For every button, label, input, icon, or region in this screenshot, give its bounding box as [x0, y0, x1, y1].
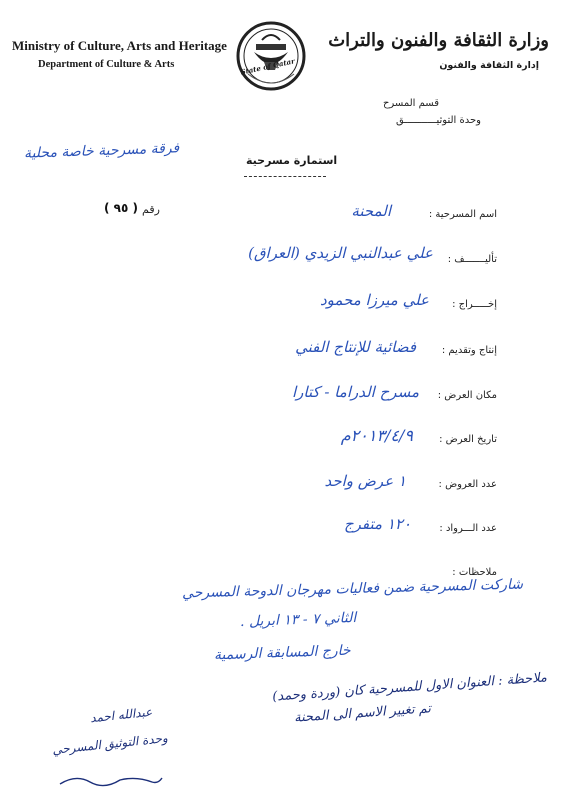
field-label-production: إنتاج وتقديم : — [441, 345, 497, 356]
field-value-show-date: ٢٠١٣/٤/٩م — [340, 426, 413, 445]
remark-line-2: تم تغيير الاسم الى المحنة — [293, 701, 432, 726]
title-underline — [244, 176, 326, 177]
form-number-label: رقم — [142, 203, 160, 216]
signature-name: عبدالله احمد — [89, 704, 153, 726]
field-label-author: تأليـــــــف : — [447, 254, 497, 265]
field-label-director: إخـــــراج : — [452, 299, 497, 310]
signature-role: وحدة التوثيق المسرحي — [51, 730, 169, 758]
ministry-name-ar: وزارة الثقافة والفنون والتراث — [328, 30, 549, 51]
field-value-director: علي ميرزا محمود — [319, 291, 429, 309]
field-value-production: فضائية للإنتاج الفني — [295, 338, 416, 356]
section-name: قسم المسرح — [382, 98, 439, 109]
field-label-play-name: اسم المسرحية : — [428, 209, 497, 220]
department-name-ar: إدارة الثقافة والفنون — [439, 60, 539, 71]
form-number-value: ( ٩٥ ) — [104, 201, 138, 215]
notes-line-3: خارج المسابقة الرسمية — [214, 642, 352, 664]
signature-scribble — [56, 770, 166, 790]
notes-line-2: الثاني ٧ - ١٣ ابريل . — [239, 609, 357, 631]
notes-label: ملاحظات : — [452, 567, 497, 578]
department-name-en: Department of Culture & Arts — [38, 59, 175, 70]
field-value-show-count: ١ عرض واحد — [324, 472, 406, 490]
emblem-caption: State of Qatar — [239, 56, 296, 77]
form-title: استمارة مسرحية — [246, 154, 338, 167]
field-label-show-date: تاريخ العرض : — [439, 434, 497, 445]
field-value-attendance: ١٢٠ متفرج — [343, 515, 411, 533]
field-label-show-count: عدد العروض : — [438, 479, 497, 490]
unit-name: وحدة التوثيـــــــــــق — [395, 115, 481, 126]
remark-line-1: ملاحظة : العنوان الاول للمسرحية كان (وردة وحمد) — [271, 670, 548, 705]
field-value-play-name: المحنة — [351, 202, 391, 220]
troupe-note: فرقة مسرحية خاصة محلية — [23, 140, 180, 162]
field-value-author: علي عبدالنبي الزيدي (العراق) — [248, 244, 433, 262]
field-label-attendance: عدد الـــرواد : — [439, 523, 497, 534]
field-value-venue: مسرح الدراما - كتارا — [291, 383, 419, 401]
state-of-qatar-emblem — [234, 16, 308, 92]
notes-line-1: شاركت المسرحية ضمن فعاليات مهرجان الدوحة المسرحي — [181, 576, 524, 602]
field-label-venue: مكان العرض : — [437, 390, 497, 401]
ministry-name-en: Ministry of Culture, Arts and Heritage — [12, 38, 227, 53]
